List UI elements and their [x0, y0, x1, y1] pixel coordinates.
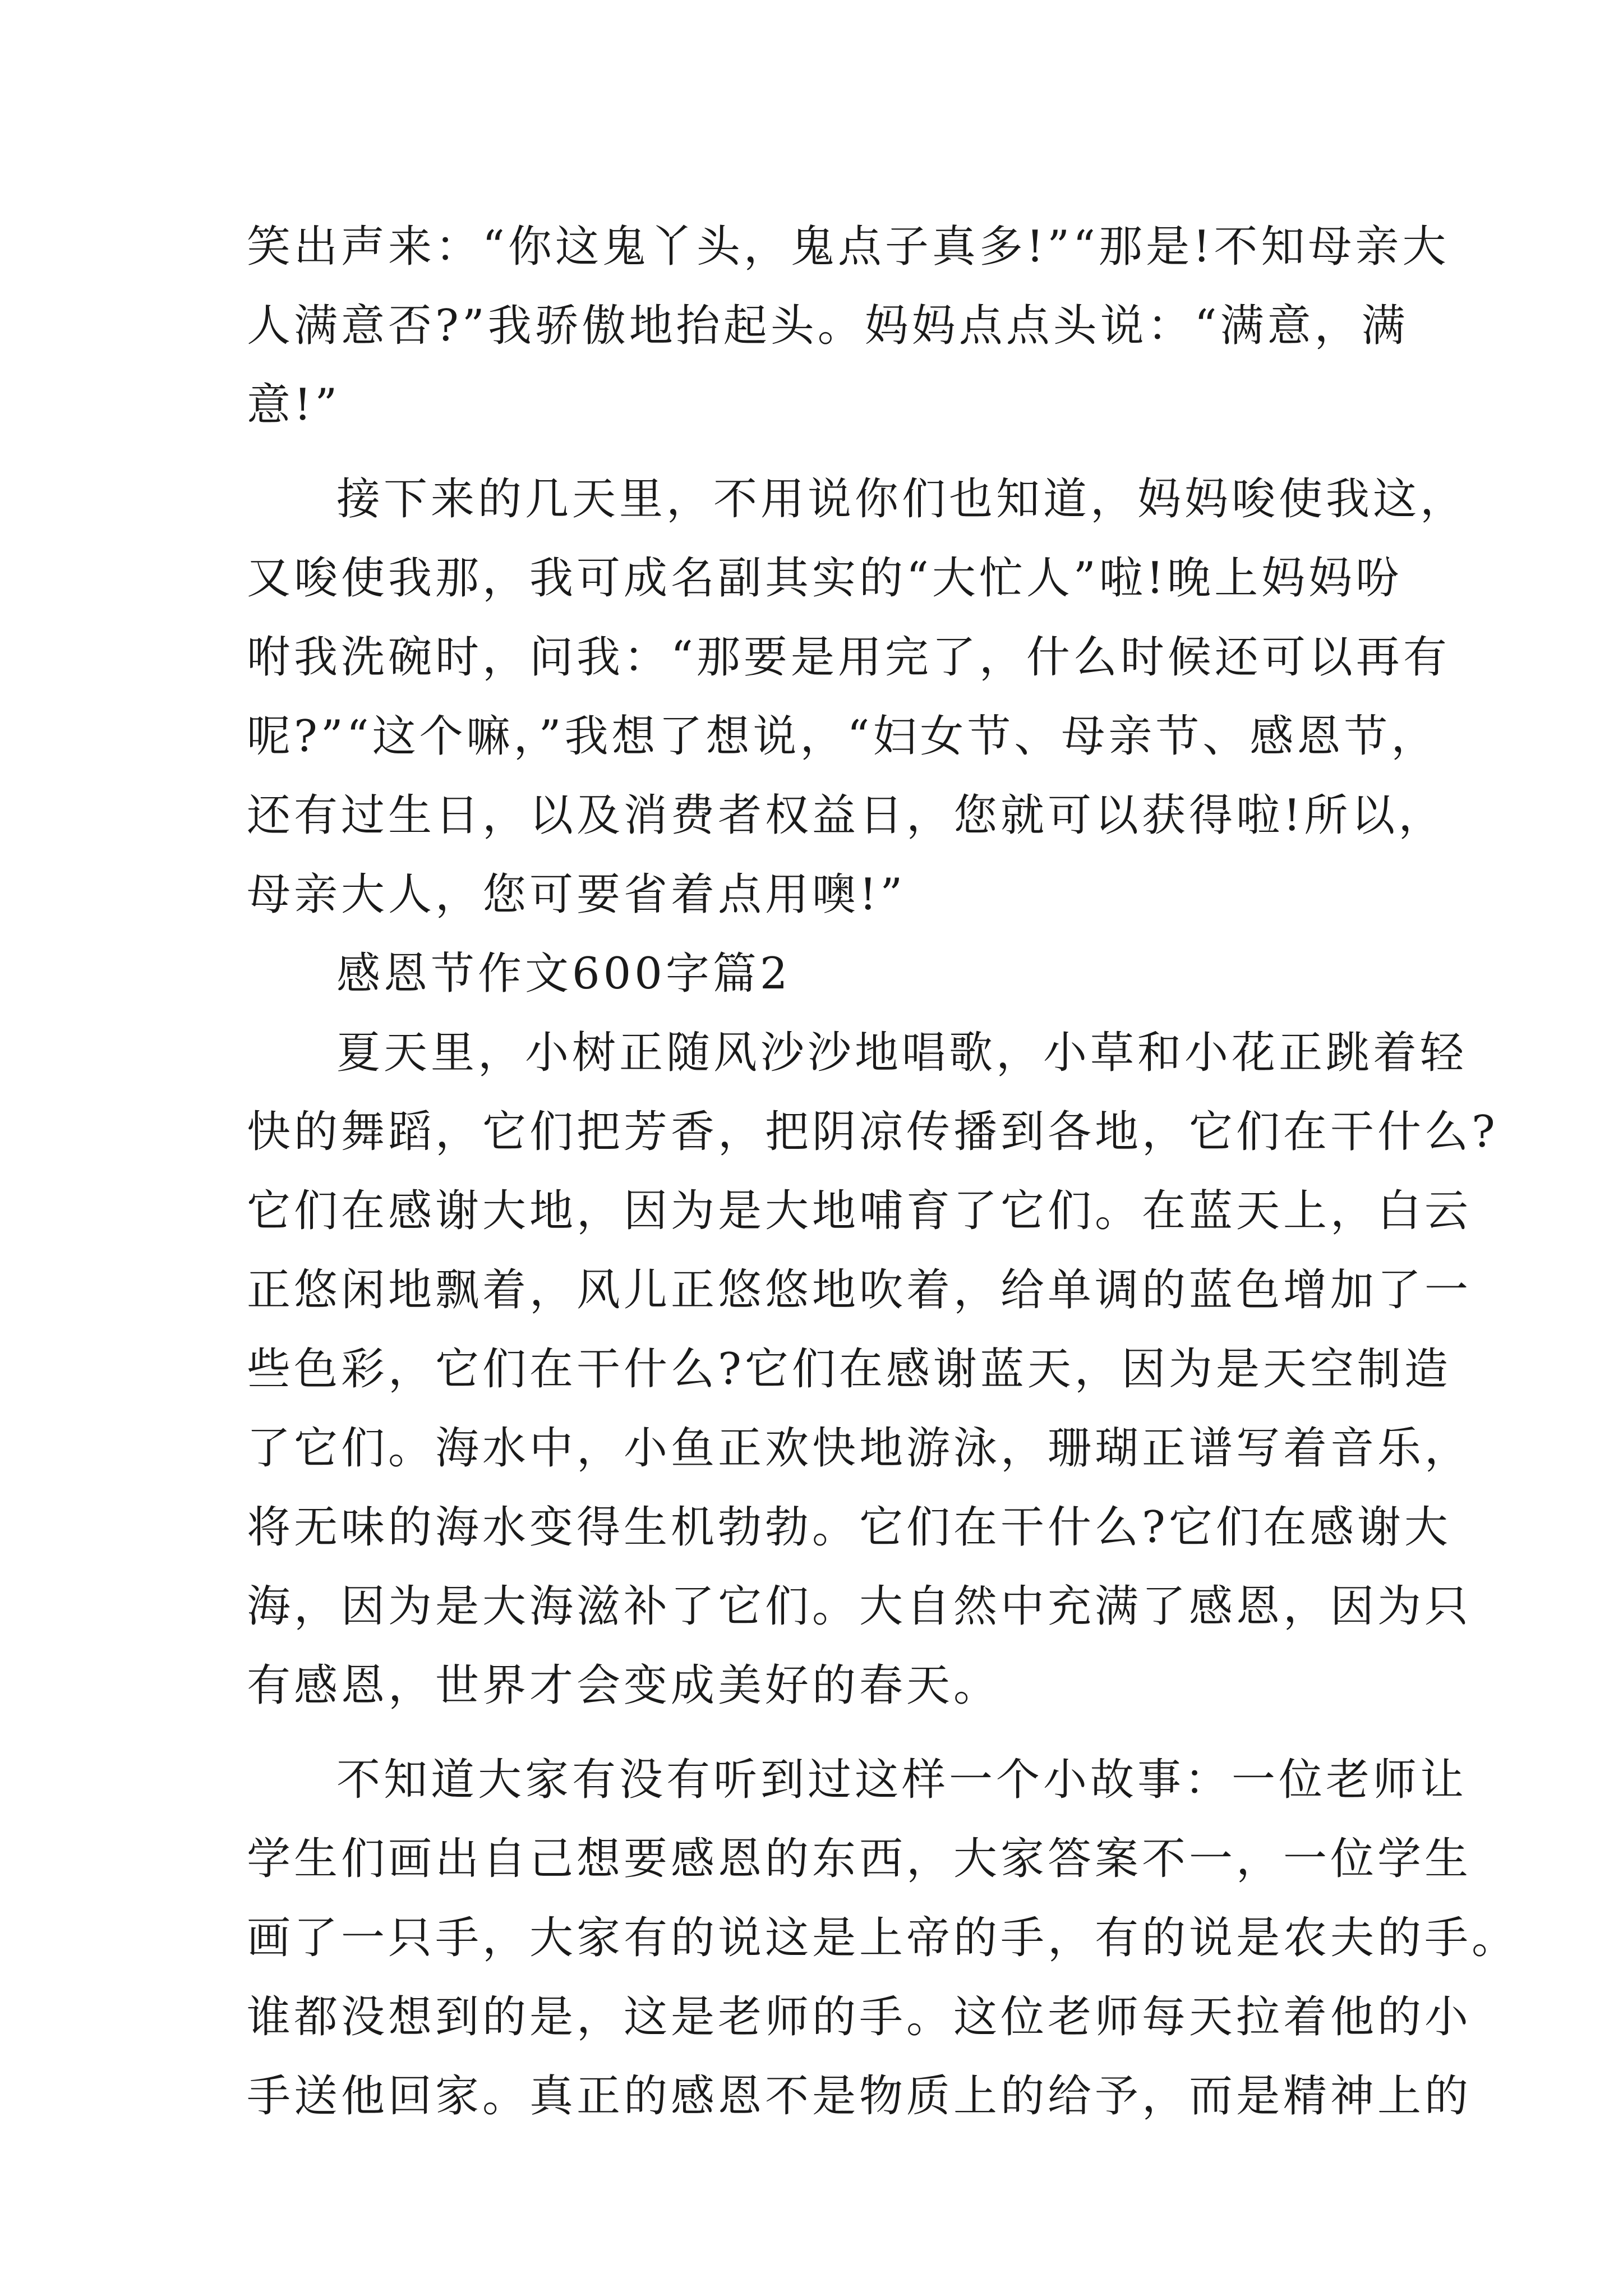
section-heading: 感恩节作文600字篇2: [336, 949, 791, 999]
text-line: 夏天里，小树正随风沙沙地唱歌，小草和小花正跳着轻: [336, 1028, 1468, 1078]
text-line: 海，因为是大海滋补了它们。大自然中充满了感恩，因为只: [247, 1581, 1472, 1632]
text-line: 谁都没想到的是，这是老师的手。这位老师每天拉着他的小: [247, 1992, 1472, 2042]
text-line: 不知道大家有没有听到过这样一个小故事：一位老师让: [336, 1755, 1468, 1805]
text-line: 母亲大人，您可要省着点用噢!”: [247, 869, 906, 920]
text-line: 将无味的海水变得生机勃勃。它们在干什么?它们在感谢大: [247, 1502, 1451, 1553]
text-line: 正悠闲地飘着，风儿正悠悠地吹着，给单调的蓝色增加了一: [247, 1265, 1472, 1315]
text-line: 快的舞蹈，它们把芳香，把阴凉传播到各地，它们在干什么?: [247, 1107, 1498, 1157]
text-line: 还有过生日，以及消费者权益日，您就可以获得啦!所以，: [247, 790, 1446, 841]
text-line: 学生们画出自己想要感恩的东西，大家答案不一，一位学生: [247, 1834, 1472, 1884]
text-line: 人满意否?”我骄傲地抬起头。妈妈点点头说：“满意，满: [247, 301, 1409, 351]
text-line: 又唆使我那，我可成名副其实的“大忙人”啦!晚上妈妈吩: [247, 553, 1403, 604]
text-line: 有感恩，世界才会变成美好的春天。: [247, 1660, 1001, 1711]
text-line: 它们在感谢大地，因为是大地哺育了它们。在蓝天上，白云: [247, 1186, 1472, 1236]
text-line: 咐我洗碗时，问我：“那要是用完了，什么时候还可以再有: [247, 632, 1450, 683]
text-line: 笑出声来：“你这鬼丫头，鬼点子真多!”“那是!不知母亲大: [247, 222, 1450, 272]
text-line: 了它们。海水中，小鱼正欢快地游泳，珊瑚正谱写着音乐，: [247, 1423, 1472, 1474]
text-line: 些色彩，它们在干什么?它们在感谢蓝天，因为是天空制造: [247, 1344, 1451, 1395]
document-body: [247, 208, 1519, 2136]
text-line: 手送他回家。真正的感恩不是物质上的给予，而是精神上的: [247, 2071, 1472, 2122]
text-line: 意!”: [247, 380, 341, 430]
text-line: 呢?”“这个嘛，”我想了想说，“妇女节、母亲节、感恩节，: [247, 711, 1438, 762]
text-line: 画了一只手，大家有的说这是上帝的手，有的说是农夫的手。: [247, 1913, 1519, 1963]
text-line: 接下来的几天里，不用说你们也知道，妈妈唆使我这，: [336, 474, 1468, 524]
